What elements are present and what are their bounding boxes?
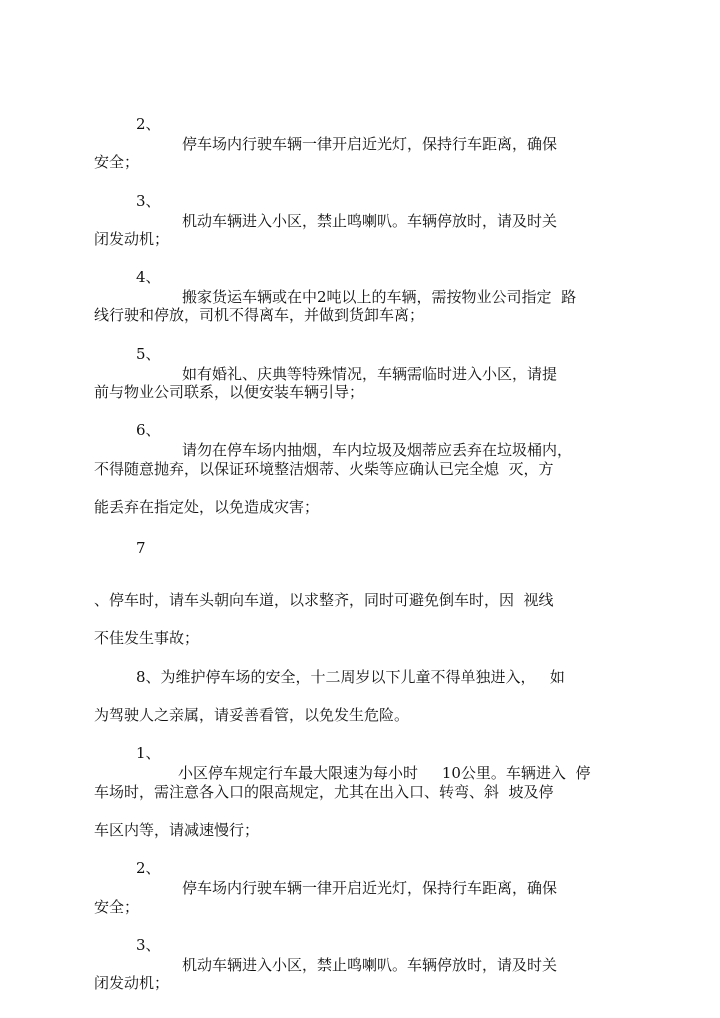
item-number: 4、 xyxy=(136,268,161,286)
line-text: 小区停车规定行车最大限速为每小时 10公里。车辆进入 停 xyxy=(178,764,591,782)
line-text: 安全； xyxy=(94,898,140,916)
line-text: 能丢弃在指定处，以免造成灾害； xyxy=(94,498,320,516)
item-number: 3、 xyxy=(136,192,161,210)
item-number: 2、 xyxy=(136,859,161,877)
line-text: 车区内等，请减速慢行； xyxy=(94,821,260,839)
line-text: 前与物业公司联系，以便安装车辆引导； xyxy=(94,383,365,401)
line-text: 不佳发生事故； xyxy=(94,629,200,647)
line-text: 闭发动机； xyxy=(94,974,170,992)
line-text: 搬家货运车辆或在中2吨以上的车辆，需按物业公司指定 路 xyxy=(182,288,577,306)
item-number: 7 xyxy=(136,539,146,557)
line-text: 请勿在停车场内抽烟，车内垃圾及烟蒂应丢弃在垃圾桶内， xyxy=(182,441,573,459)
line-text: 安全； xyxy=(94,153,140,171)
line-text: 为驾驶人之亲属，请妥善看管，以免发生危险。 xyxy=(94,706,410,724)
line-text: 车场时，需注意各入口的限高规定，尤其在出入口、转弯、斜 坡及停 xyxy=(94,783,554,801)
line-text: 、停车时，请车头朝向车道，以求整齐，同时可避免倒车时，因 视线 xyxy=(94,591,554,609)
paragraph-7-number xyxy=(0,518,720,578)
line-text: 机动车辆进入小区，禁止鸣喇叭。车辆停放时，请及时关 xyxy=(182,212,558,230)
item-number: 3、 xyxy=(136,936,161,954)
item-number: 5、 xyxy=(136,345,161,363)
line-text: 如有婚礼、庆典等特殊情况，车辆需临时进入小区，请提 xyxy=(182,365,558,383)
line-text: 停车场内行驶车辆一律开启近光灯，保持行车距离，确保 xyxy=(182,135,558,153)
line-text: 不得随意抛弃，以保证环境整洁烟蒂、火柴等应确认已完全熄 灭，方 xyxy=(94,460,554,478)
item-number: 6、 xyxy=(136,421,161,439)
line-text: 停车场内行驶车辆一律开启近光灯，保持行车距离，确保 xyxy=(182,879,558,897)
paragraph-3b-line-2 xyxy=(0,953,720,1013)
item-number: 2、 xyxy=(136,115,161,133)
line-text: 闭发动机； xyxy=(94,230,170,248)
item-number: 1、 xyxy=(136,744,161,762)
line-text: 8、为维护停车场的安全，十二周岁以下儿童不得单独进入， 如 xyxy=(136,668,565,686)
line-text: 线行驶和停放，司机不得离车，并做到货卸车离； xyxy=(94,306,425,324)
line-text: 机动车辆进入小区，禁止鸣喇叭。车辆停放时，请及时关 xyxy=(182,956,558,974)
